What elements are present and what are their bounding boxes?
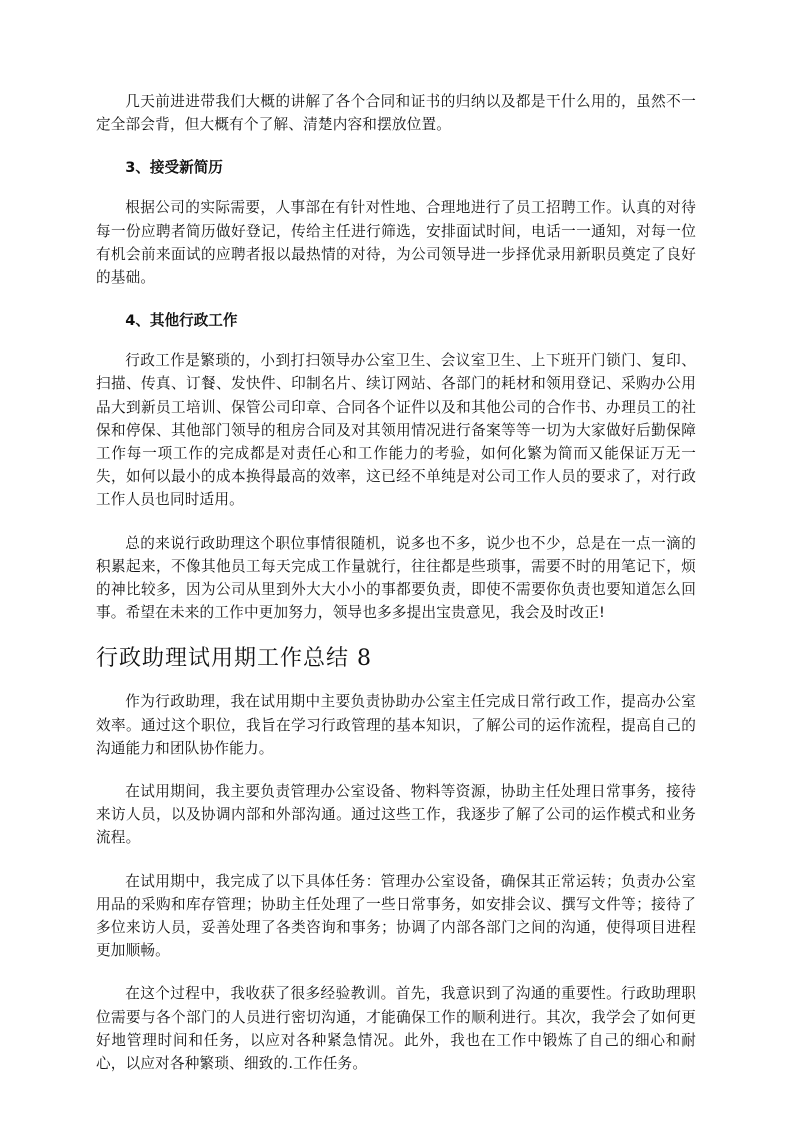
section-4-paragraph: 行政工作是繁琐的，小到打扫领导办公室卫生、会议室卫生、上下班开门锁门、复印、扫描、传真、订餐、发快件、印制名片、续订网站、各部门的耗材和领用登记、采购办公用品大到新员工培训、保管公司印章、合同各个证件以及和其他公司的合作书、办理员工的社保和停保、其他部门领导的租房合同及对其领用情况进行备案等等一切为大家做好后勤保障工作每一项工作的完成都是对责任心和工作能力的考验，如何化繁为简而又能保证万无一失，如何以最小的成本换得最高的效率，这已经不单纯是对公司工作人员的要求了，对行政工作人员也同时适用。 xyxy=(96,352,696,509)
article-8-paragraph-1: 作为行政助理，我在试用期中主要负责协助办公室主任完成日常行政工作，提高办公室效率。通过这个职位，我旨在学习行政管理的基本知识，了解公司的运作流程，提高自己的沟通能力和团队协作能力。 xyxy=(96,693,696,757)
article-8-paragraph-2: 在试用期间，我主要负责管理办公室设备、物料等资源，协助主任处理日常事务，接待来访人员，以及协调内部和外部沟通。通过这些工作，我逐步了解了公司的运作模式和业务流程。 xyxy=(96,783,696,847)
intro-paragraph: 几天前进进带我们大概的讲解了各个合同和证书的归纳以及都是干什么用的，虽然不一定全部会背，但大概有个了解、清楚内容和摆放位置。 xyxy=(96,93,696,134)
section-3-heading: 3、接受新简历 xyxy=(125,159,223,177)
conclusion-paragraph: 总的来说行政助理这个职位事情很随机，说多也不多，说少也不少，总是在一点一滴的积累起来，不像其他员工每天完成工作量就行，往往都是些琐事，需要不时的用笔记下，烦的神比较多，因为公司从里到外大大小小的事都要负责，即使不需要你负责也要知道怎么回事。希望在未来的工作中更加努力，领导也多多提出宝贵意见，我会及时改正! xyxy=(96,534,696,622)
document-body xyxy=(96,90,696,1095)
article-8-title: 行政助理试用期工作总结 8 xyxy=(96,646,372,672)
article-8-paragraph-3: 在试用期中，我完成了以下具体任务：管理办公室设备，确保其正常运转；负责办公室用品的采购和库存管理；协助主任处理了一些日常事务，如安排会议、撰写文件等；接待了多位来访人员，妥善处理了各类咨询和事务；协调了内部各部门之间的沟通，使得项目进程更加顺畅。 xyxy=(96,872,696,960)
section-4-heading: 4、其他行政工作 xyxy=(125,312,238,330)
article-8-paragraph-4: 在这个过程中，我收获了很多经验教训。首先，我意识到了沟通的重要性。行政助理职位需要与各个部门的人员进行密切沟通，才能确保工作的顺利进行。其次，我学会了如何更好地管理时间和任务，以应对各种紧急情况。此外，我也在工作中锻炼了自己的细心和耐心，以应对各种繁琐、细致的.工作任务。 xyxy=(96,985,696,1073)
section-3-paragraph: 根据公司的实际需要，人事部在有针对性地、合理地进行了员工招聘工作。认真的对待每一份应聘者简历做好登记，传给主任进行筛选，安排面试时间，电话一一通知，对每一位有机会前来面试的应聘者报以最热情的对待，为公司领导进一步择优录用新职员奠定了良好的基础。 xyxy=(96,199,696,287)
